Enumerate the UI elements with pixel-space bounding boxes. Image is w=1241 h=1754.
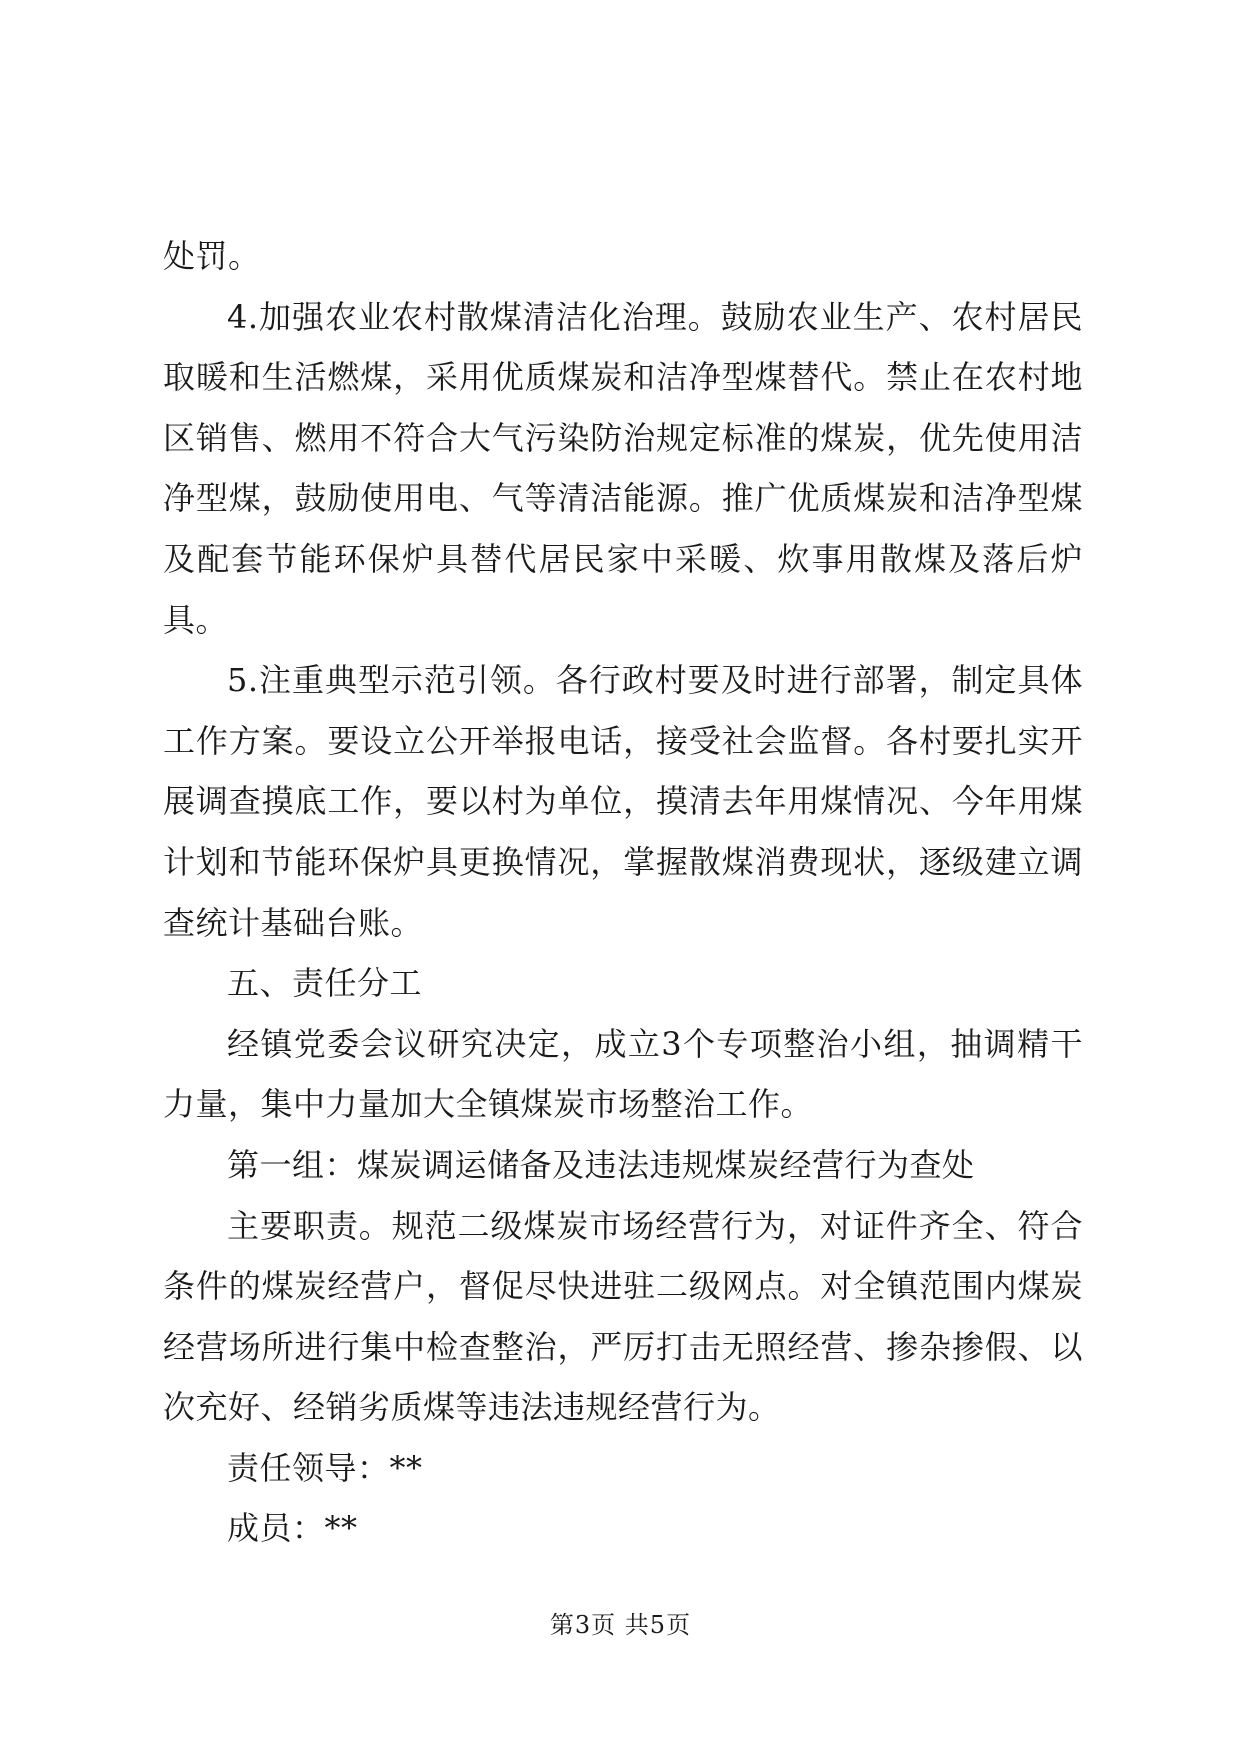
responsible-leader: 责任领导：**	[227, 1448, 423, 1487]
paragraph-continuation: 处罚。	[163, 237, 261, 275]
document-body	[163, 226, 1083, 1559]
paragraph-item-5: 5.注重典型示范引领。各行政村要及时进行部署，制定具体工作方案。要设立公开举报电话，接受社会监督。各村要扎实开展调查摸底工作，要以村为单位，摸清去年用煤情况、今年用煤计划和节能环保炉具更换情况，掌握散煤消费现状，逐级建立调查统计基础台账。	[163, 661, 1083, 942]
page-footer	[0, 1610, 1241, 1640]
paragraph-item-4: 4.加强农业农村散煤清洁化治理。鼓励农业生产、农村居民取暖和生活燃煤，采用优质煤炭和洁净型煤替代。禁止在农村地区销售、燃用不符合大气污染防治规定标准的煤炭，优先使用洁净型煤，鼓励使用电、气等清洁能源。推广优质煤炭和洁净型煤及配套节能环保炉具替代居民家中采暖、炊事用散煤及落后炉具。	[163, 297, 1083, 639]
section-heading: 五、责任分工	[227, 964, 423, 1003]
members: 成员：**	[227, 1509, 358, 1548]
group-title: 第一组：煤炭调运储备及违法违规煤炭经营行为查处	[227, 1145, 975, 1184]
page-number: 第3页 共5页	[549, 1611, 692, 1639]
paragraph-duties: 主要职责。规范二级煤炭市场经营行为，对证件齐全、符合条件的煤炭经营户，督促尽快进驻二级网点。对全镇范围内煤炭经营场所进行集中检查整治，严厉打击无照经营、掺杂掺假、以次充好、经销劣质煤等违法违规经营行为。	[163, 1206, 1083, 1427]
paragraph-decision: 经镇党委会议研究决定，成立3个专项整治小组，抽调精干力量，集中力量加大全镇煤炭市场整治工作。	[163, 1024, 1083, 1124]
